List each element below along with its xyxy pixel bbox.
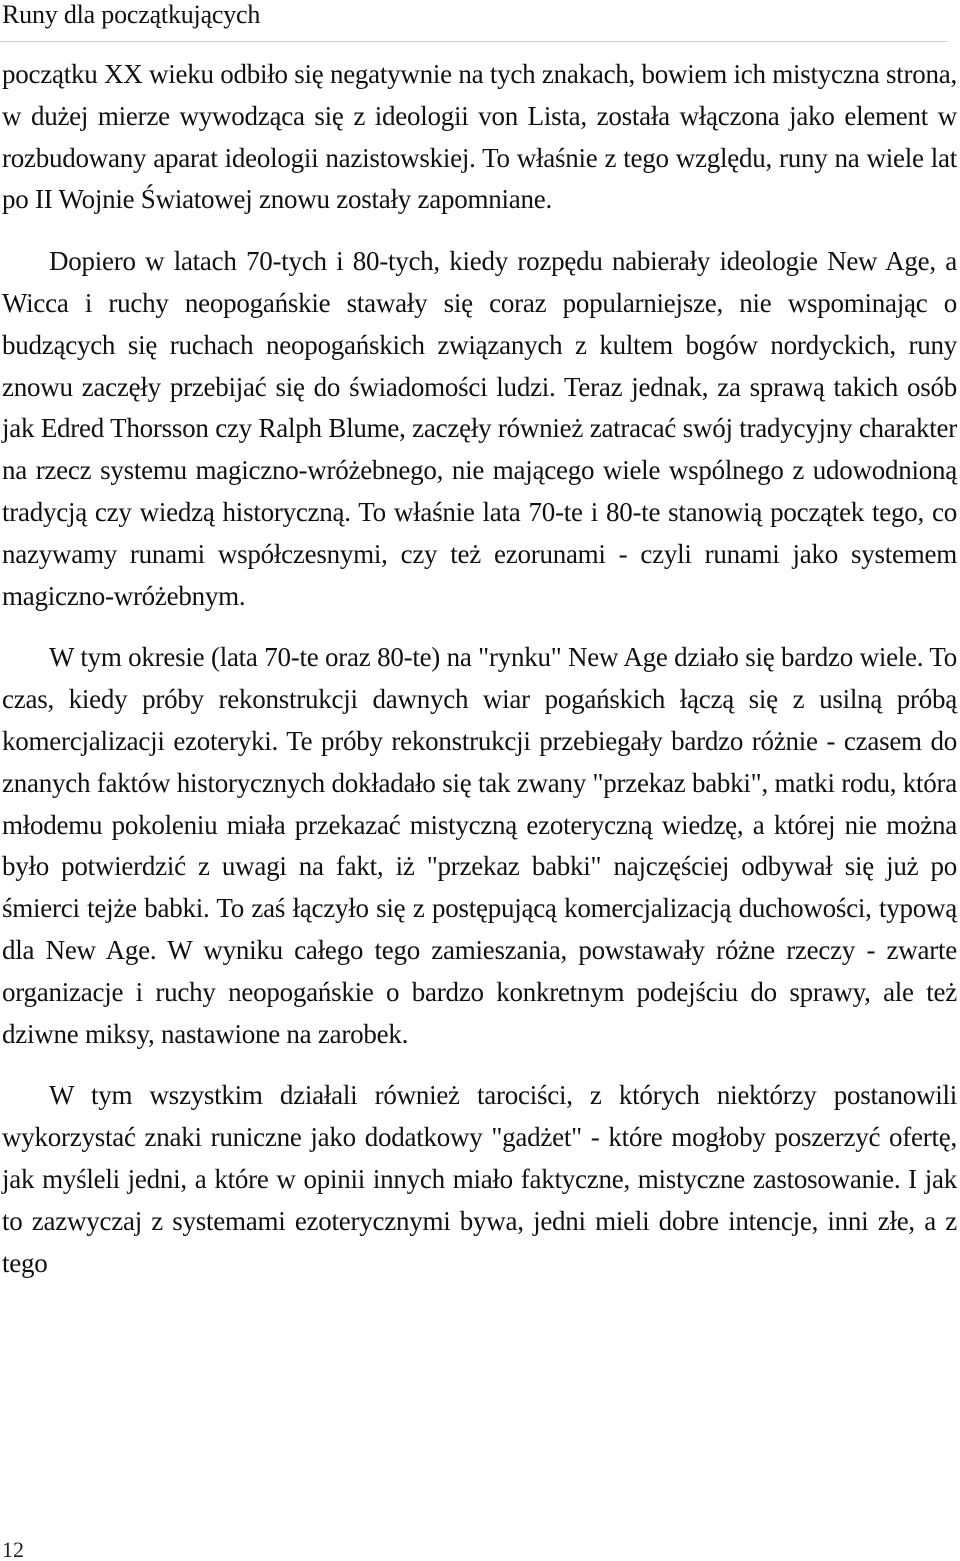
page-number: 12 (2, 1537, 24, 1561)
header-divider (0, 41, 948, 42)
running-header-title: Runy dla początkujących (2, 0, 261, 29)
paragraph-continuation: początku XX wieku odbiło się negatywnie na tych znakach, bowiem ich mistyczna strona, w dużej mierze wywodząca się z ideologii von Lista, została włączona jako element w rozbudowany aparat ideologii nazistowskiej. To właśnie z tego względu, runy na wiele lat po II Wojnie Światowej znowu zostały zapomniane. (2, 59, 957, 215)
paragraph: W tym wszystkim działali również tarociści, z których niektórzy postanowili wykorzystać znaki runiczne jako dodatkowy "gadżet" - które mogłoby poszerzyć ofertę, jak myśleli jedni, a które w opinii innych miało faktyczne, mistyczne zastosowanie. I jak to zazwyczaj z systemami ezoterycznymi bywa, jedni mieli dobre intencje, inni złe, a z tego (2, 1080, 957, 1278)
body-text (2, 54, 957, 1284)
paragraph: Dopiero w latach 70-tych i 80-tych, kiedy rozpędu nabierały ideologie New Age, a Wicca i ruchy neopogańskie stawały się coraz popularniejsze, nie wspominając o budzących się ruchach neopogańskich związanych z kultem bogów nordyckich, runy znowu zaczęły przebijać się do świadomości ludzi. Teraz jednak, za sprawą takich osób jak Edred Thorsson czy Ralph Blume, zaczęły również zatracać swój tradycyjny charakter na rzecz systemu magiczno-wróżebnego, nie mającego wiele wspólnego z udowodnioną tradycją czy wiedzą historyczną. To właśnie lata 70-te i 80-te stanowią początek tego, co nazywamy runami współczesnymi, czy też ezorunami - czyli runami jako systemem magiczno-wróżebnym. (2, 246, 957, 611)
paragraph: W tym okresie (lata 70-te oraz 80-te) na "rynku" New Age działo się bardzo wiele. To czas, kiedy próby rekonstrukcji dawnych wiar pogańskich łączą się z usilną próbą komercjalizacji ezoteryki. Te próby rekonstrukcji przebiegały bardzo różnie - czasem do znanych faktów historycznych dokładało się tak zwany "przekaz babki", matki rodu, która młodemu pokoleniu miała przekazać mistyczną ezoteryczną wiedzę, a której nie można było potwierdzić z uwagi na fakt, iż "przekaz babki" najczęściej odbywał się już po śmierci tejże babki. To zaś łączyło się z postępującą komercjalizacją duchowości, typową dla New Age. W wyniku całego tego zamieszania, powstawały różne rzeczy - zwarte organizacje i ruchy neopogańskie o bardzo konkretnym podejściu do sprawy, ale też dziwne miksy, nastawione na zarobek. (2, 642, 957, 1049)
